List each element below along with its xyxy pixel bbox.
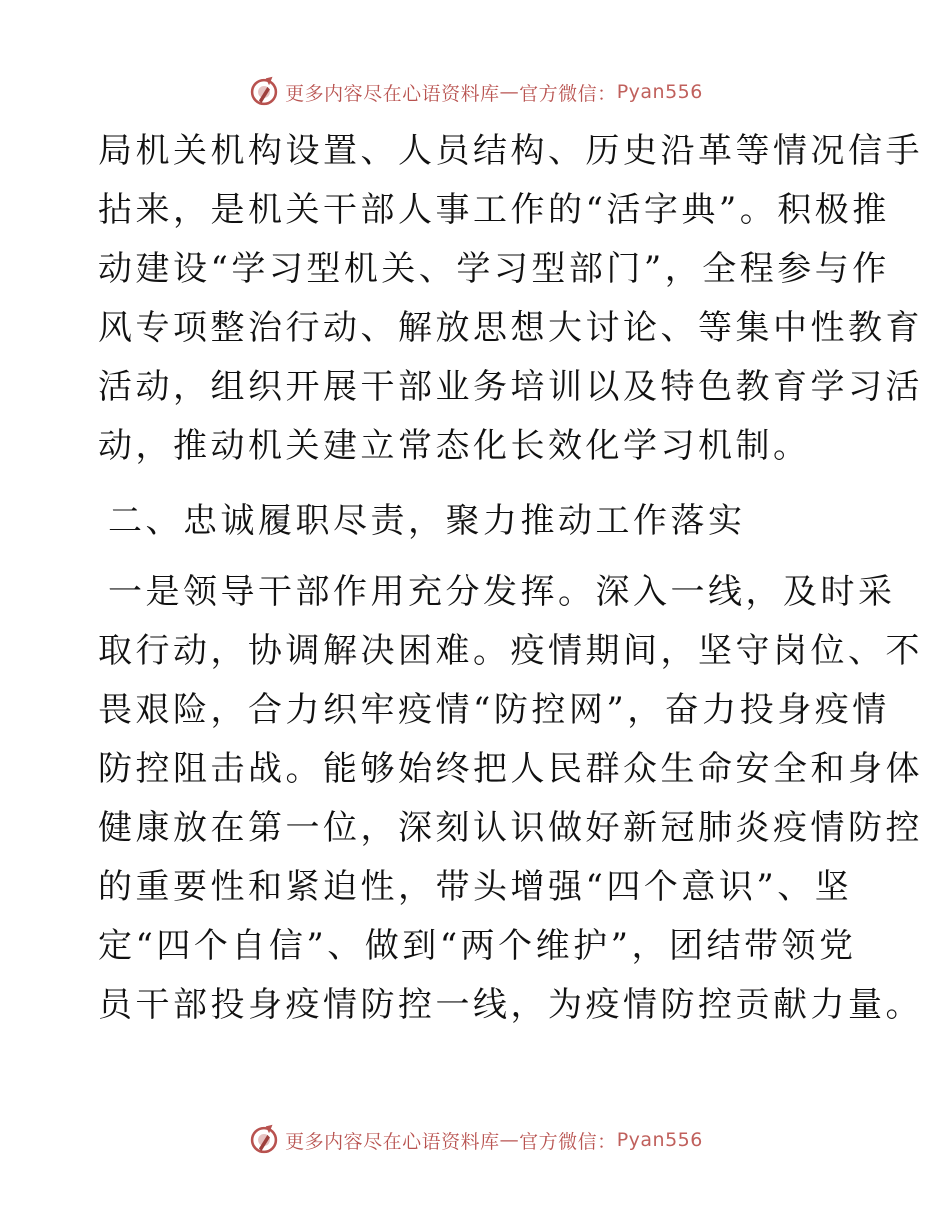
watermark-wechat-id: Pyan556 bbox=[616, 81, 703, 103]
watermark-label: 官方微信： bbox=[519, 1130, 617, 1153]
text-line: 取行动，协调解决困难。疫情期间，坚守岗位、不 bbox=[98, 631, 923, 671]
text-line: 局机关机构设置、人员结构、历史沿革等情况信手 bbox=[98, 131, 923, 171]
text-line: 风专项整治行动、解放思想大讨论、等集中性教育 bbox=[98, 308, 923, 348]
text-line: 一是领导干部作用充分发挥。深入一线，及时采 bbox=[108, 572, 896, 612]
logo-icon bbox=[247, 1123, 281, 1157]
watermark-text: 更多内容尽在心语资料库 bbox=[285, 1130, 500, 1153]
header-watermark bbox=[0, 72, 950, 112]
paragraph-1 bbox=[98, 122, 923, 476]
text-line: 定“四个自信”、做到“两个维护”，团结带领党 bbox=[98, 926, 857, 966]
section-heading: 二、忠诚履职尽责，聚力推动工作落实 bbox=[108, 501, 746, 541]
text-line: 员干部投身疫情防控一线，为疫情防控贡献力量。 bbox=[98, 985, 923, 1025]
watermark-label: 官方微信： bbox=[519, 82, 617, 105]
watermark-separator: — bbox=[499, 81, 520, 103]
text-line: 拈来，是机关干部人事工作的“活字典”。积极推 bbox=[98, 190, 890, 230]
text-line: 动建设“学习型机关、学习型部门”，全程参与作 bbox=[98, 249, 890, 289]
text-line: 的重要性和紧迫性，带头增强“四个意识”、坚 bbox=[98, 867, 853, 907]
footer-watermark bbox=[0, 1120, 950, 1160]
text-line: 动，推动机关建立常态化长效化学习机制。 bbox=[98, 426, 811, 466]
logo-icon bbox=[247, 75, 281, 109]
document-body bbox=[98, 122, 923, 1035]
watermark-text: 更多内容尽在心语资料库 bbox=[285, 82, 500, 105]
text-line: 畏艰险，合力织牢疫情“防控网”，奋力投身疫情 bbox=[98, 690, 890, 730]
text-line: 防控阻击战。能够始终把人民群众生命安全和身体 bbox=[98, 749, 923, 789]
text-line: 活动，组织开展干部业务培训以及特色教育学习活 bbox=[98, 367, 923, 407]
paragraph-2 bbox=[98, 563, 923, 1035]
watermark-separator: — bbox=[499, 1129, 520, 1151]
watermark-wechat-id: Pyan556 bbox=[616, 1129, 703, 1151]
text-line: 健康放在第一位，深刻认识做好新冠肺炎疫情防控 bbox=[98, 808, 923, 848]
